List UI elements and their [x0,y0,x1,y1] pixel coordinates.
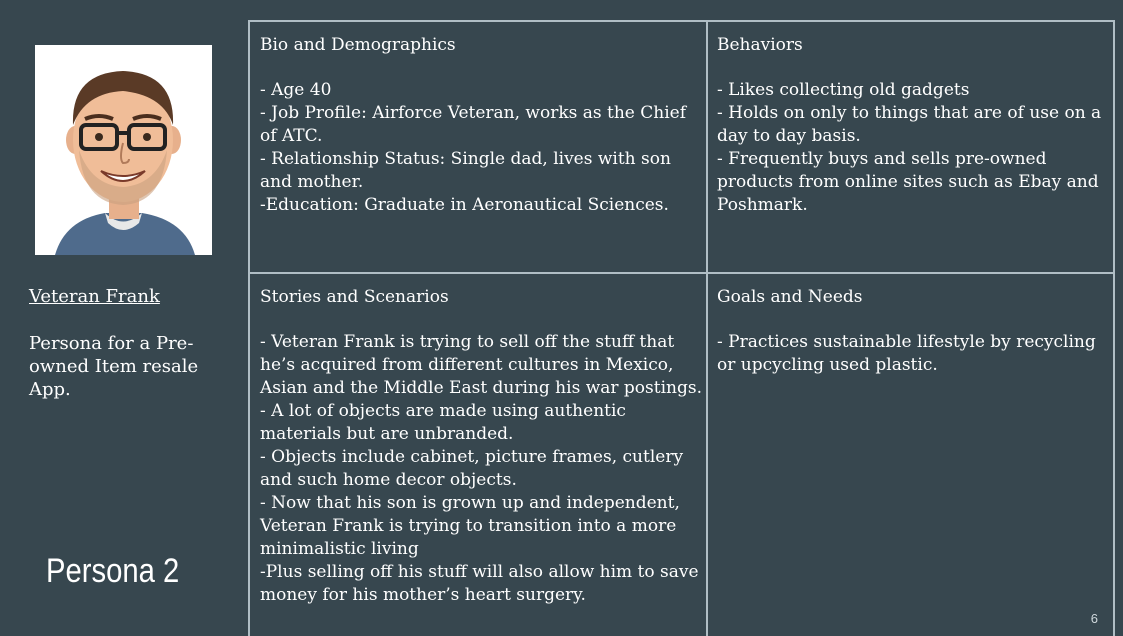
persona-name: Veteran Frank [29,286,160,307]
stories-title: Stories and Scenarios [260,287,449,307]
behaviors-line: - Likes collecting old gadgets [717,80,970,100]
page-number: 6 [1090,611,1098,626]
behaviors-title: Behaviors [717,35,803,55]
stories-line: - Now that his son is grown up and independent, Veteran Frank is trying to transition into a more minimalistic living [260,493,680,559]
stories-line: - Veteran Frank is trying to sell off the stuff that he’s acquired from different cultures in Mexico, Asian and the Middle East during his war postings. [260,332,702,398]
goals-section [717,286,1107,377]
bio-title: Bio and Demographics [260,35,456,55]
persona-tag: Persona 2 [46,552,180,590]
bio-line: -Education: Graduate in Aeronautical Sciences. [260,195,669,215]
bio-section [260,34,700,217]
bio-line: - Age 40 [260,80,332,100]
stories-line: - Objects include cabinet, picture frames, cutlery and such home decor objects. [260,447,684,490]
behaviors-line: - Frequently buys and sells pre-owned products from online sites such as Ebay and Poshmark. [717,149,1099,215]
stories-line: - A lot of objects are made using authentic materials but are unbranded. [260,401,626,444]
bio-line: - Job Profile: Airforce Veteran, works as the Chief of ATC. [260,103,687,146]
persona-description: Persona for a Pre-owned Item resale App. [29,333,199,400]
behaviors-line: - Holds on only to things that are of use on a day to day basis. [717,103,1102,146]
stories-line: -Plus selling off his stuff will also allow him to save money for his mother’s heart surgery. [260,562,699,605]
goals-line: - Practices sustainable lifestyle by recycling or upcycling used plastic. [717,332,1096,375]
stories-section [260,286,705,607]
grid-divider-horizontal [250,272,1113,274]
bio-line: - Relationship Status: Single dad, lives with son and mother. [260,149,671,192]
persona-grid [248,20,1115,636]
behaviors-section [717,34,1107,217]
goals-title: Goals and Needs [717,287,863,307]
grid-divider-vertical [706,22,708,636]
avatar [35,45,212,255]
avatar-illustration [35,45,212,255]
